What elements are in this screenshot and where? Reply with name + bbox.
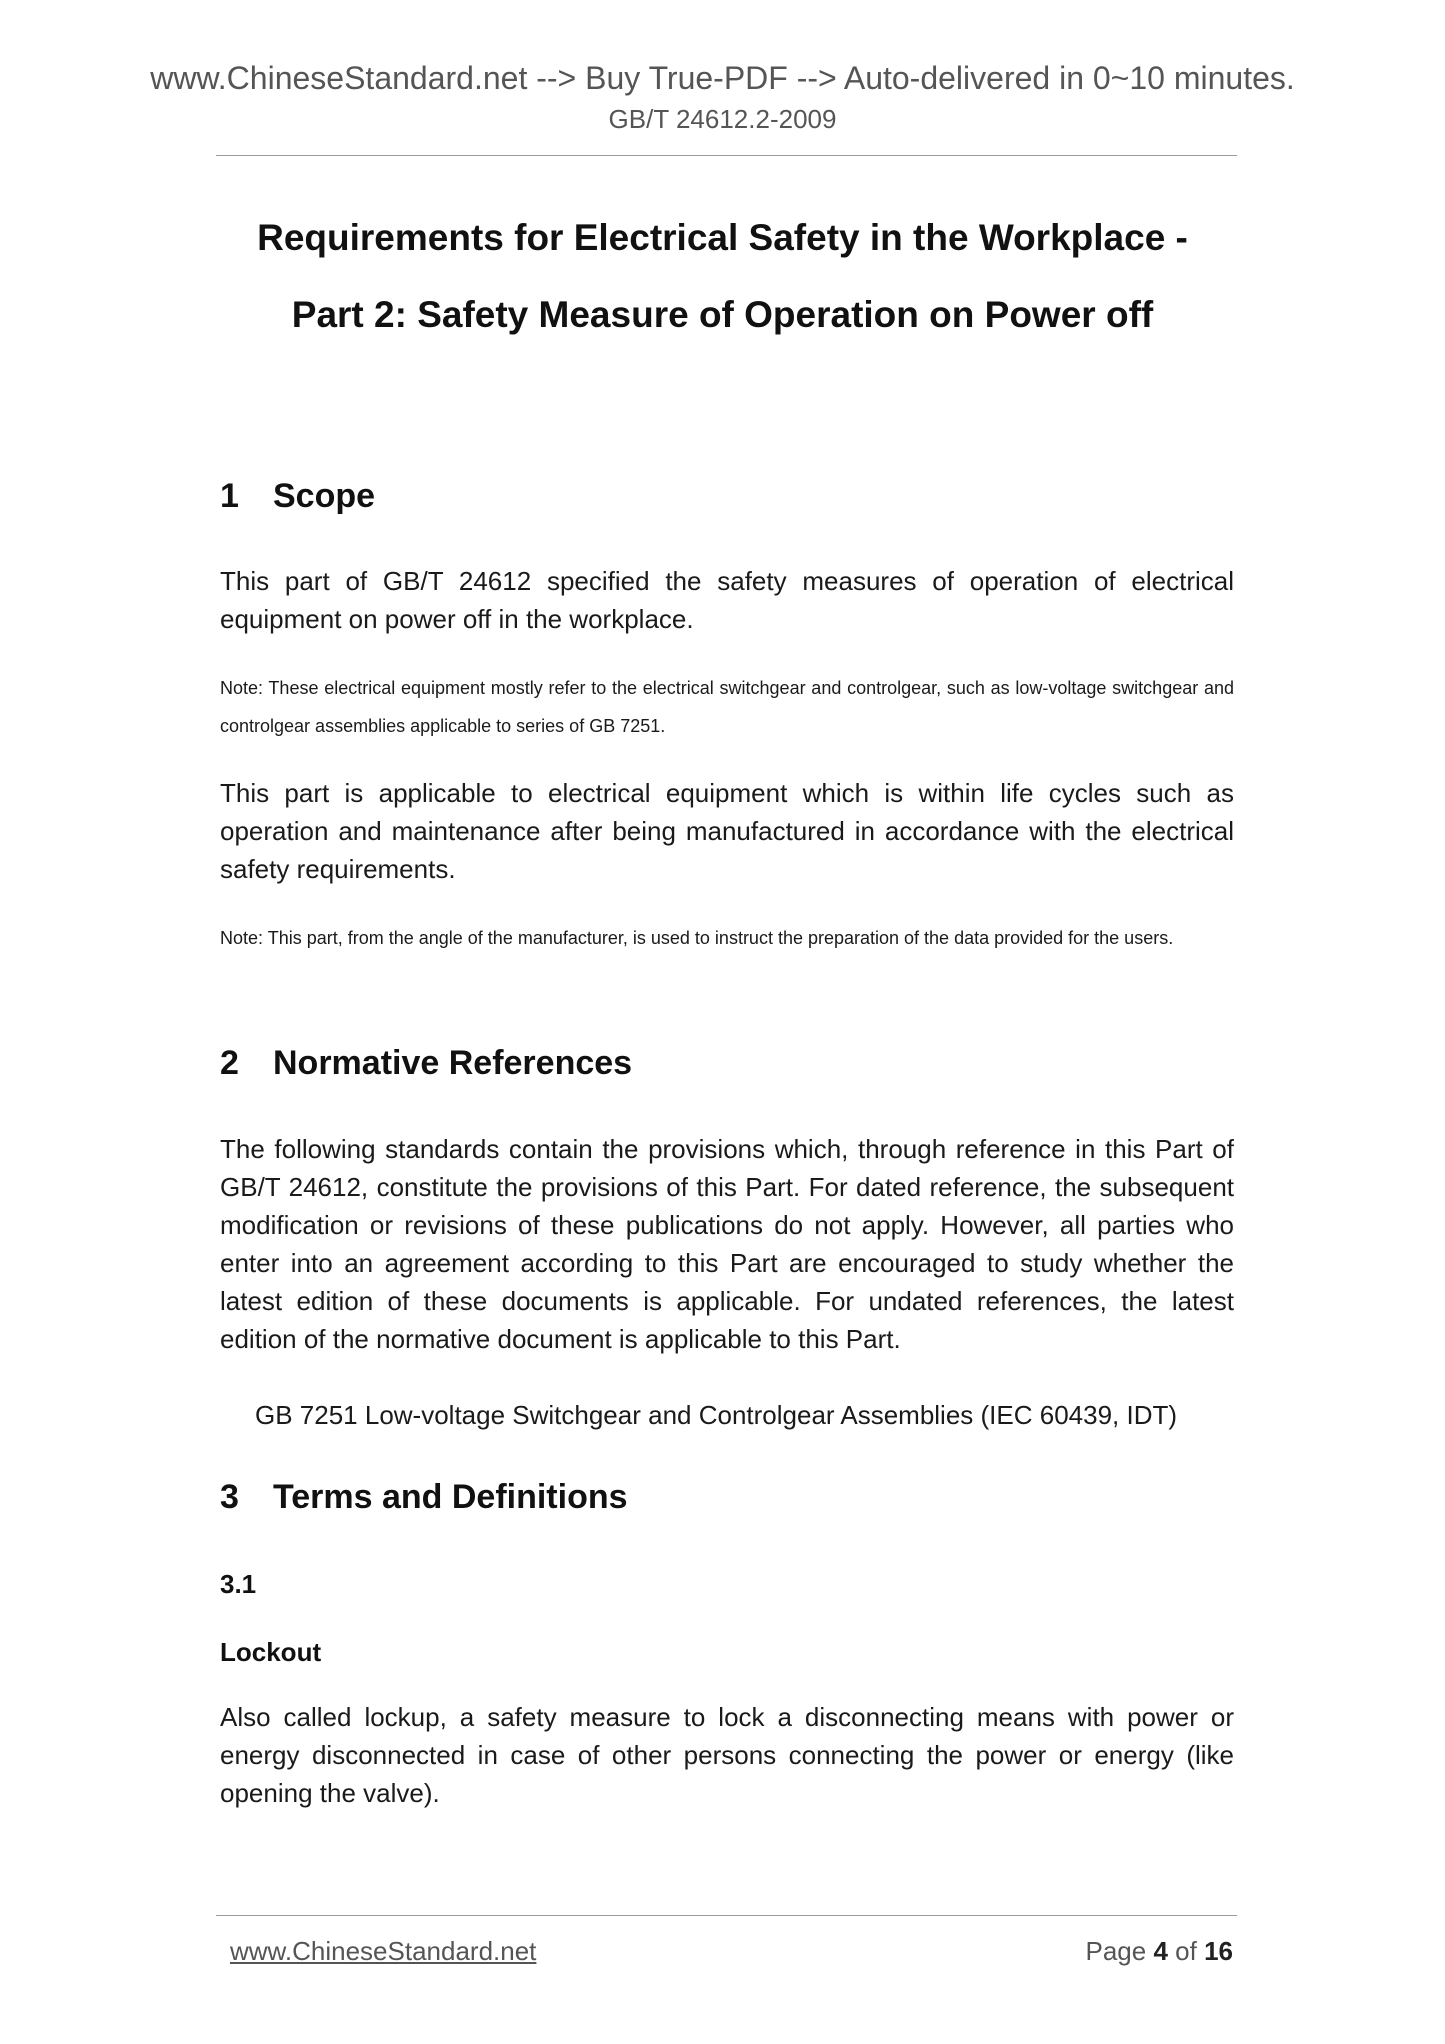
- section-2-number: 2: [220, 1044, 239, 1082]
- header-divider: [216, 155, 1237, 156]
- page-indicator: [1085, 1936, 1233, 1967]
- scope-paragraph-2: This part is applicable to electrical equipment which is within life cycles such as operation and maintenance after being manufactured in accordance with the electrical safety requirements.: [220, 778, 1234, 884]
- section-1-heading: [220, 475, 375, 517]
- section-2-heading: [220, 1042, 632, 1084]
- reference-gb-7251: GB 7251 Low-voltage Switchgear and Controlgear Assemblies (IEC 60439, IDT): [255, 1400, 1178, 1430]
- clause-3-1-term: Lockout: [220, 1637, 322, 1667]
- scope-note-1: Note: These electrical equipment mostly refer to the electrical switchgear and controlgear, such as low-voltage switchgear and controlgear assemblies applicable to series of GB 7251.: [220, 678, 1234, 736]
- section-1-title: Scope: [273, 477, 376, 515]
- document-title-line-1: Requirements for Electrical Safety in the Workplace -: [257, 217, 1188, 258]
- section-3-title: Terms and Definitions: [273, 1478, 628, 1516]
- of-label: of: [1175, 1936, 1197, 1966]
- lockout-definition: Also called lockup, a safety measure to lock a disconnecting means with power or energy disconnected in case of other persons connecting the power or energy (like opening the valve).: [220, 1702, 1234, 1808]
- document-title-line-2: Part 2: Safety Measure of Operation on Power off: [291, 294, 1154, 335]
- normative-references-paragraph: The following standards contain the provisions which, through reference in this Part of GB/T 24612, constitute the provisions of this Part. For dated reference, the subsequent modification or revisions of these publications do not apply. However, all parties who enter into an agreement according to this Part are encouraged to study whether the latest edition of these documents is applicable. For undated references, the latest edition of the normative document is applicable to this Part.: [220, 1134, 1234, 1354]
- footer-website-link[interactable]: www.ChineseStandard.net: [230, 1936, 537, 1966]
- page-label: Page: [1085, 1936, 1147, 1966]
- total-page-count: 16: [1204, 1936, 1233, 1966]
- section-3-heading: [220, 1476, 628, 1518]
- header-banner: www.ChineseStandard.net --> Buy True-PDF --> Auto-delivered in 0~10 minutes.: [150, 60, 1295, 96]
- scope-paragraph-1: This part of GB/T 24612 specified the safety measures of operation of electrical equipment on power off in the workplace.: [220, 566, 1234, 634]
- clause-3-1-number: 3.1: [220, 1569, 257, 1599]
- scope-note-2: Note: This part, from the angle of the manufacturer, is used to instruct the preparation of the data provided for the users.: [220, 928, 1174, 948]
- section-3-number: 3: [220, 1478, 239, 1516]
- standard-number: GB/T 24612.2-2009: [608, 104, 837, 134]
- footer-divider: [216, 1915, 1237, 1916]
- current-page-number: 4: [1153, 1936, 1168, 1966]
- section-2-title: Normative References: [273, 1044, 633, 1082]
- section-1-number: 1: [220, 477, 239, 515]
